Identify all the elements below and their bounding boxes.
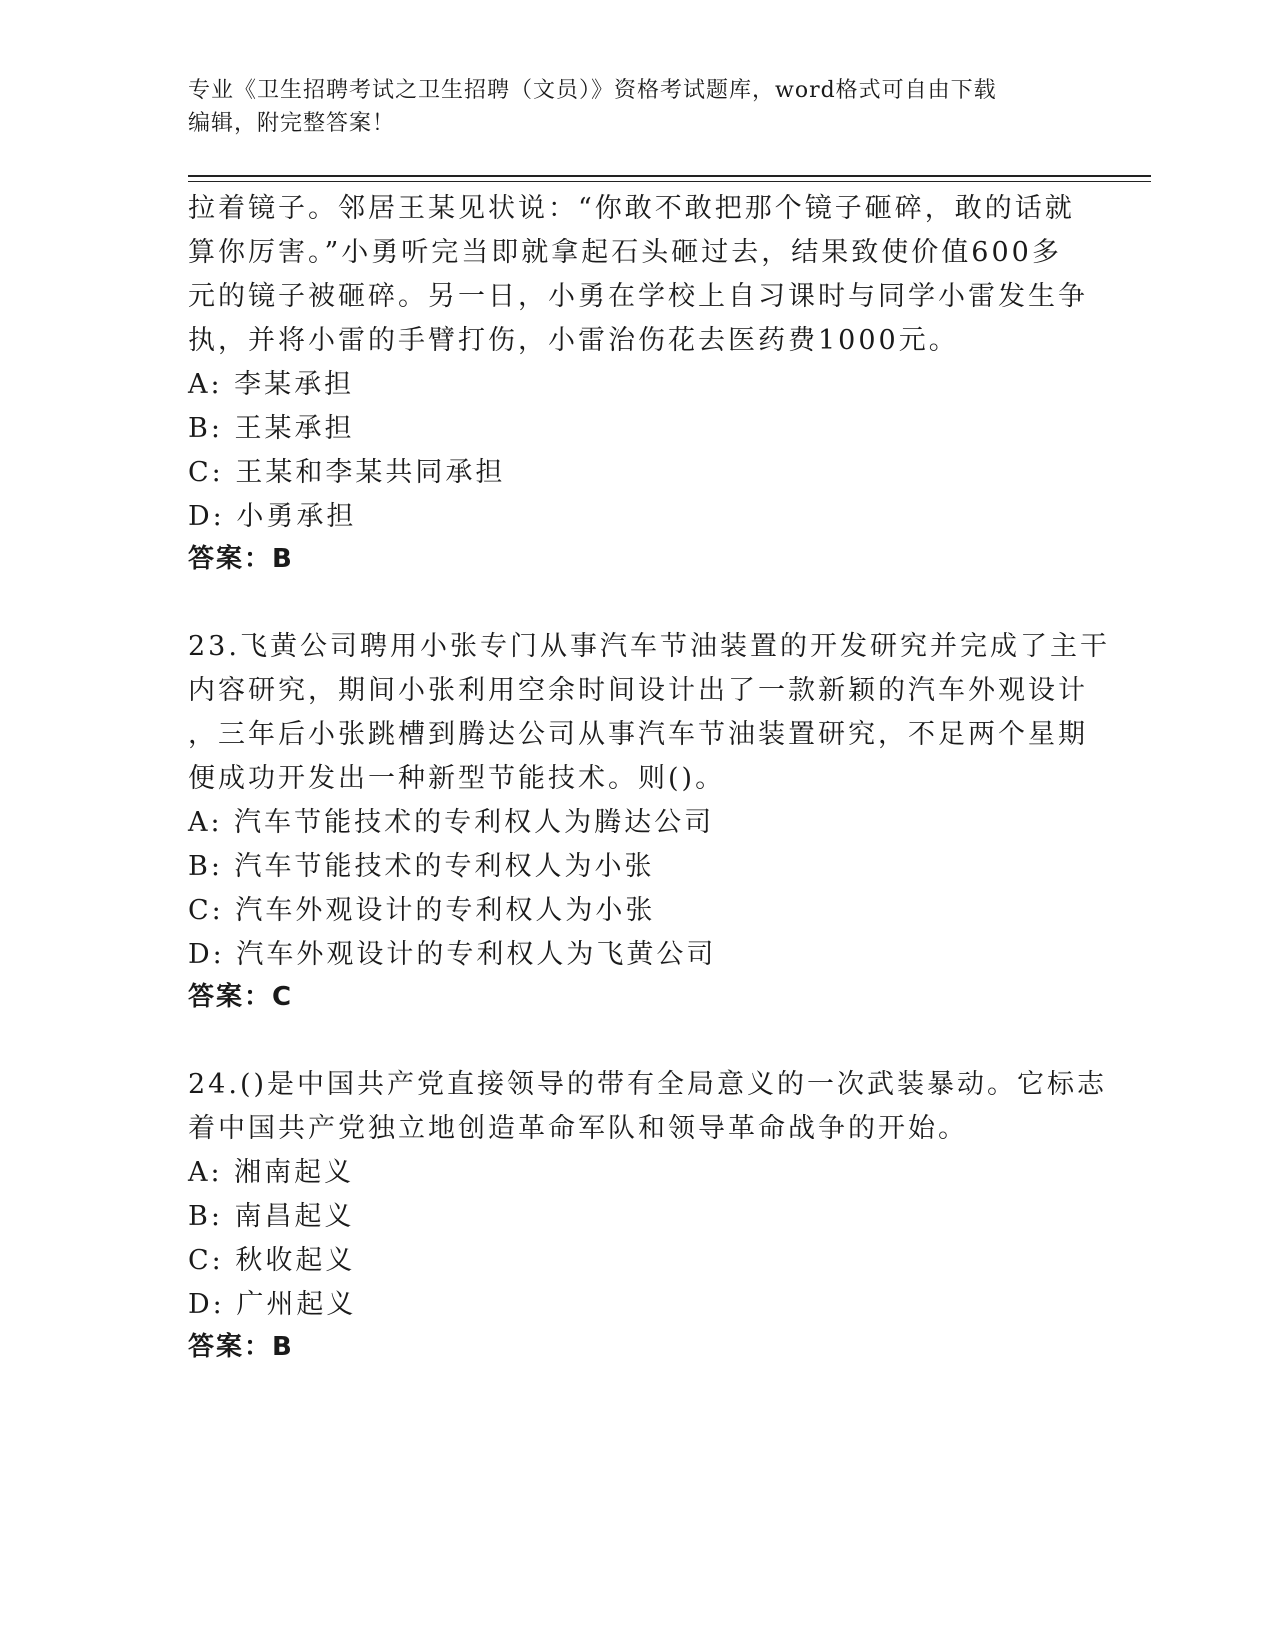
q22-stem-line: 拉着镜子。邻居王某见状说：“你敢不敢把那个镜子砸碎，敢的话就	[188, 193, 1075, 224]
q23-stem-line: 便成功开发出一种新型节能技术。则()。	[188, 763, 726, 794]
q23-option-a: A: 汽车节能技术的专利权人为腾达公司	[188, 807, 715, 838]
q24-option-b: B: 南昌起义	[188, 1201, 355, 1232]
header-rule-thin	[188, 181, 1151, 182]
q23-option-d: D: 汽车外观设计的专利权人为飞黄公司	[188, 939, 717, 970]
header-line-2: 编辑，附完整答案！	[188, 111, 396, 136]
q23-stem-line: 内容研究，期间小张利用空余时间设计出了一款新颖的汽车外观设计	[188, 675, 1088, 706]
q23-option-b: B: 汽车节能技术的专利权人为小张	[188, 851, 655, 882]
q22-option-c: C: 王某和李某共同承担	[188, 457, 506, 488]
header-rule-thick	[188, 175, 1151, 177]
q24-option-c: C: 秋收起义	[188, 1245, 356, 1276]
q22-stem-line: 执，并将小雷的手臂打伤，小雷治伤花去医药费1000元。	[188, 325, 959, 356]
q22-option-b: B: 王某承担	[188, 413, 355, 444]
q23-stem-line: 23.飞黄公司聘用小张专门从事汽车节油装置的开发研究并完成了主干	[188, 631, 1110, 662]
q22-stem-line: 元的镜子被砸碎。另一日，小勇在学校上自习课时与同学小雷发生争	[188, 281, 1088, 312]
q23-answer: 答案：C	[188, 982, 294, 1012]
q22-stem-line: 算你厉害。”小勇听完当即就拿起石头砸过去，结果致使价值600多	[188, 237, 1062, 268]
q22-option-a: A: 李某承担	[188, 369, 355, 400]
document-header	[188, 74, 1088, 140]
q24-option-d: D: 广州起义	[188, 1289, 357, 1320]
q22-option-d: D: 小勇承担	[188, 501, 357, 532]
header-line-1: 专业《卫生招聘考试之卫生招聘（文员）》资格考试题库，word格式可自由下载	[188, 78, 997, 103]
q24-stem-line: 着中国共产党独立地创造革命军队和领导革命战争的开始。	[188, 1113, 968, 1144]
q24-stem-line: 24.()是中国共产党直接领导的带有全局意义的一次武装暴动。它标志	[188, 1069, 1108, 1100]
q24-answer: 答案：B	[188, 1332, 294, 1362]
q22-answer: 答案：B	[188, 544, 294, 574]
q23-stem-line: ，三年后小张跳槽到腾达公司从事汽车节油装置研究，不足两个星期	[188, 719, 1088, 750]
q24-option-a: A: 湘南起义	[188, 1157, 355, 1188]
q23-option-c: C: 汽车外观设计的专利权人为小张	[188, 895, 656, 926]
